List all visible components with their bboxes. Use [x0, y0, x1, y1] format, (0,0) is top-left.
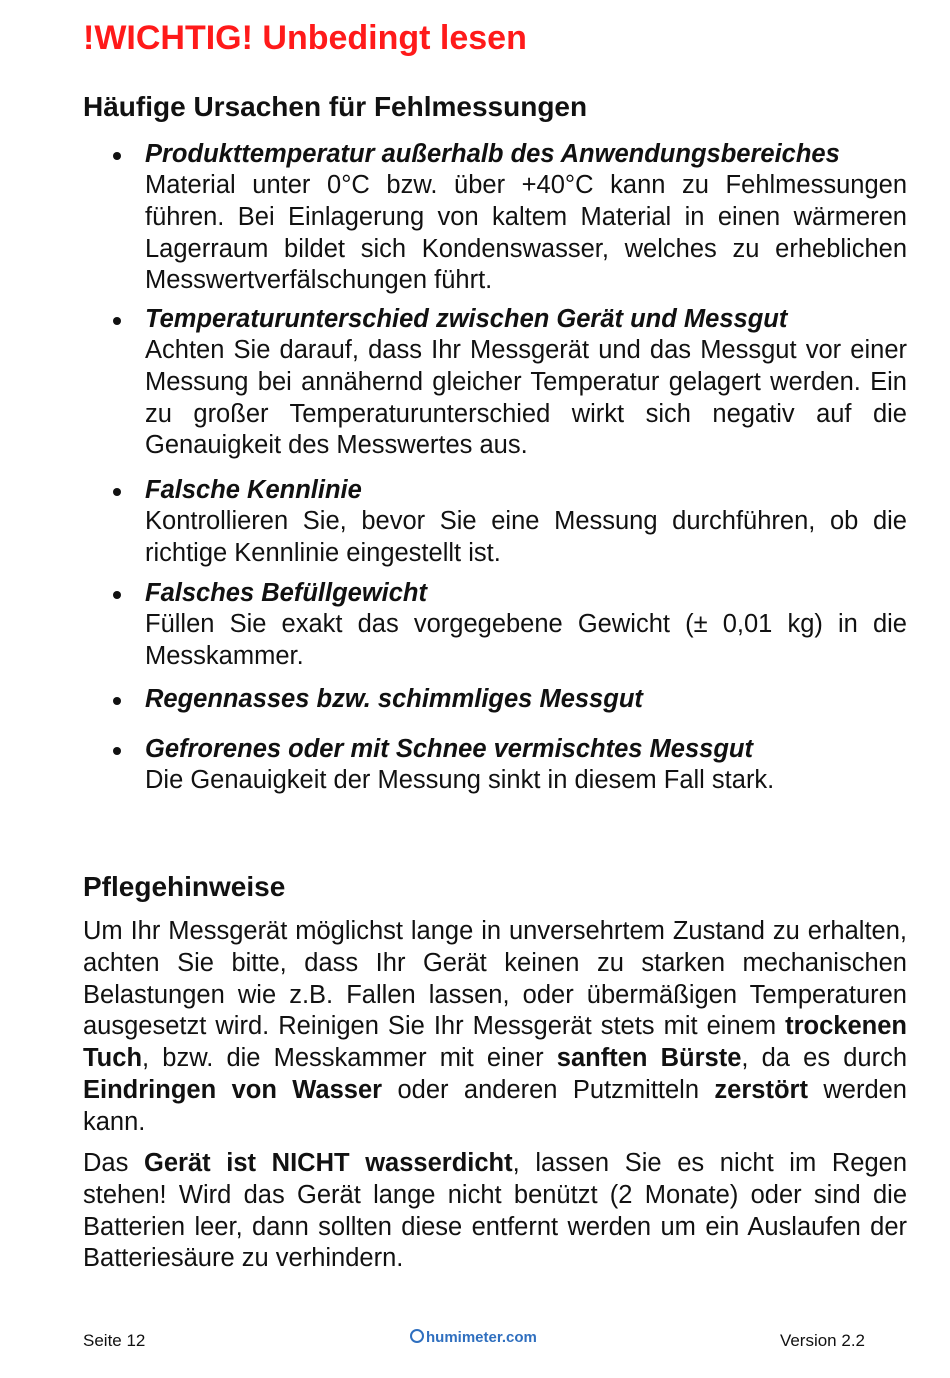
- list-item-body: Material unter 0°C bzw. über +40°C kann zu Fehlmessungen führen. Bei Einlagerung von kaltem Material in einen wärmeren Lagerraum bildet sich Kondenswasser, welches zu erheblichen Messwertverfälschungen führt.: [145, 171, 907, 295]
- page-number: Seite 12: [83, 1331, 146, 1350]
- humimeter-logo: humimeter.com: [410, 1328, 537, 1348]
- list-item-title: Produkttemperatur außerhalb des Anwendungsbereiches: [145, 140, 840, 168]
- list-item-title: Regennasses bzw. schimmliges Messgut: [145, 685, 643, 713]
- version-label: Version 2.2: [779, 1331, 865, 1350]
- bullet-icon: [113, 747, 121, 755]
- bullet-icon: [113, 152, 121, 160]
- bullet-icon: [113, 591, 121, 599]
- care-paragraph-1: Um Ihr Messgerät möglichst lange in unversehrtem Zustand zu erhalten, achten Sie bitte, dass Ihr Gerät keinen zu starken mechanischen Belastungen wie z.B. Fallen lassen, oder übermäßigen Temperaturen ausgesetzt wird. Reinigen Sie Ihr Messgerät stets mit einem trockenen Tuch, bzw. die Messkammer mit einer sanften Bürste, da es durch Eindringen von Wasser oder anderen Putzmitteln zerstört werden kann.: [83, 917, 908, 1136]
- list-item-body: Füllen Sie exakt das vorgegebene Gewicht (± 0,01 kg) in die Messkammer.: [145, 610, 907, 670]
- bullet-icon: [113, 697, 121, 705]
- list-item-body: Die Genauigkeit der Messung sinkt in diesem Fall stark.: [145, 766, 775, 794]
- list-item-title: Gefrorenes oder mit Schnee vermischtes Messgut: [145, 735, 753, 763]
- section-title-fehlmessungen: Häufige Ursachen für Fehlmessungen: [83, 91, 588, 122]
- bullet-icon: [113, 488, 121, 496]
- list-item-title: Falsche Kennlinie: [145, 476, 362, 504]
- care-paragraph-2: Das Gerät ist NICHT wasserdicht, lassen Sie es nicht im Regen stehen! Wird das Gerät lange nicht benützt (2 Monate) oder sind die Batterien leer, dann sollten diese entfernt werden um ein Auslaufen der Batteriesäure zu verhindern.: [83, 1149, 907, 1273]
- section-title-pflegehinweise: Pflegehinweise: [83, 871, 286, 902]
- list-item-body: Achten Sie darauf, dass Ihr Messgerät und das Messgut vor einer Messung bei annähernd gleicher Temperatur gelagert werden. Ein zu großer Temperaturunterschied wirkt sich negativ auf die Genauigkeit des Messwertes aus.: [145, 336, 907, 460]
- list-item-title: Falsches Befüllgewicht: [145, 579, 427, 607]
- list-item-body: Kontrollieren Sie, bevor Sie eine Messung durchführen, ob die richtige Kennlinie eingestellt ist.: [145, 507, 907, 567]
- page-heading: !WICHTIG! Unbedingt lesen: [83, 19, 527, 57]
- logo-mark-icon: [410, 1329, 424, 1343]
- bullet-icon: [113, 317, 121, 325]
- list-item-title: Temperaturunterschied zwischen Gerät und Messgut: [145, 305, 788, 333]
